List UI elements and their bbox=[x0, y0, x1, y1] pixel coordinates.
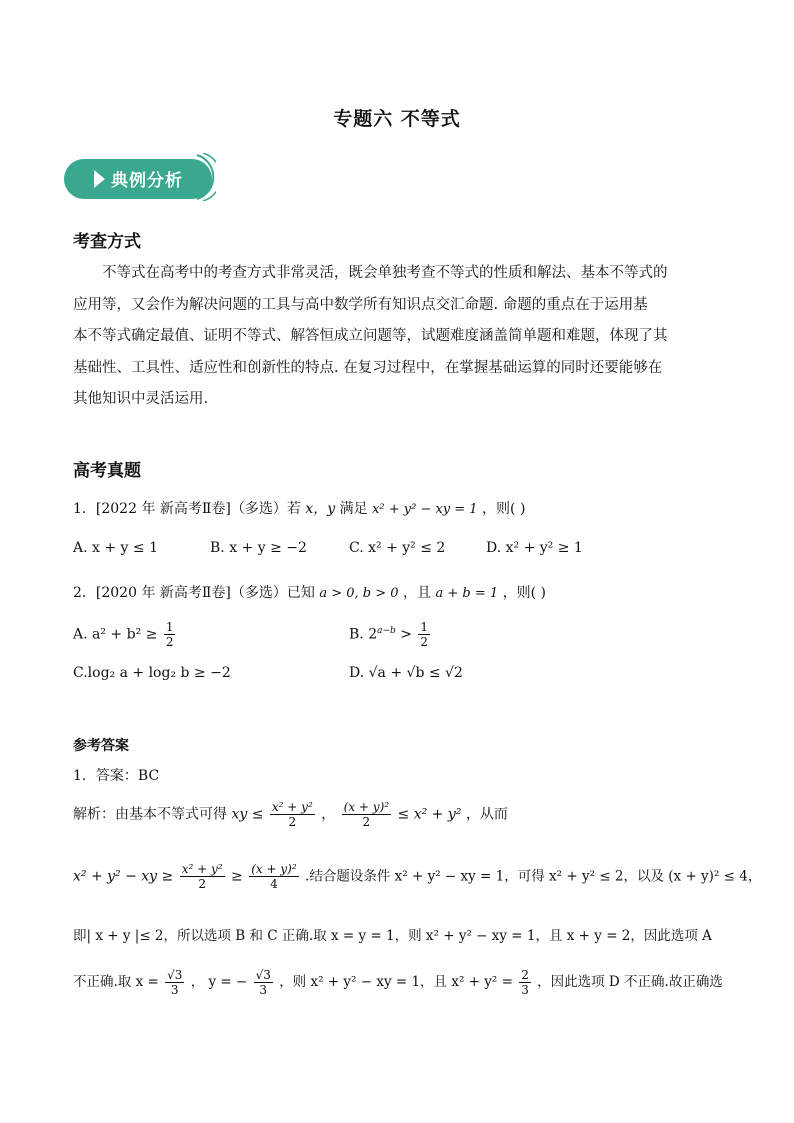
para-line-4: 基础性、工具性、适应性和创新性的特点. 在复习过程中，在掌握基础运算的同时还要能够在 bbox=[73, 359, 663, 376]
section-heading-exam-method: 考查方式 bbox=[73, 232, 141, 252]
question-2-stem: 2．[2020 年 新高考Ⅱ卷]（多选）已知 a > 0, b > 0 ，且 a + b = 1 ，则( ) bbox=[73, 585, 546, 601]
fraction: $\frac{\text{(x + y)²}}{2}$ bbox=[343, 800, 390, 829]
solution-line-4: 不正确.取 x = $\frac{√3}{3}$ ， y = − $\frac{√3}{3}$ ，则 x² + y² − xy = 1，且 x² + y² = $\frac{2}{3}$ ，因此选项 D 不正确.故正确选 bbox=[73, 968, 723, 997]
fraction: $\frac{√3}{3}$ bbox=[255, 968, 271, 997]
para-line-5: 其他知识中灵活运用. bbox=[73, 391, 209, 407]
answer-1: 1．答案：BC bbox=[73, 768, 160, 784]
banner-label: 典例分析 bbox=[111, 171, 183, 191]
fraction: $\frac{1}{2}$ bbox=[420, 620, 429, 649]
fraction: $\frac{1}{2}$ bbox=[165, 620, 174, 649]
q1-option-d: D. x² + y² ≥ 1 bbox=[486, 540, 583, 556]
exam-method-paragraph bbox=[73, 258, 723, 416]
solution-line-2: x² + y² − xy ≥ $\frac{\text{x² + y²}}{2}$ ≥ $\frac{\text{(x + y)²}}{4}$ .结合题设条件 x² + y² − xy = 1，可得 x² + y² ≤ 2，以及 (x + y)² ≤ 4， bbox=[73, 862, 762, 891]
q1-option-b: B. x + y ≥ −2 bbox=[210, 540, 307, 556]
q1-option-a: A. x + y ≤ 1 bbox=[73, 540, 158, 556]
fraction: $\frac{\text{x² + y²}}{2}$ bbox=[271, 800, 313, 829]
fraction: $\frac{\text{(x + y)²}}{4}$ bbox=[251, 862, 297, 891]
fraction: $\frac{√3}{3}$ bbox=[167, 968, 183, 997]
section-heading-real-exams: 高考真题 bbox=[73, 461, 141, 481]
q2-option-c: C.log₂ a + log₂ b ≥ −2 bbox=[73, 665, 231, 681]
solution-line-3: 即| x + y |≤ 2，所以选项 B 和 C 正确.取 x = y = 1，则 x² + y² − xy = 1，且 x + y = 2，因此选项 A bbox=[73, 928, 712, 944]
answers-heading: 参考答案 bbox=[73, 738, 129, 754]
para-line-1: 不等式在高考中的考查方式非常灵活，既会单独考查不等式的性质和解法、基本不等式的 bbox=[102, 265, 668, 281]
para-line-3: 本不等式确定最值、证明不等式、解答恒成立问题等，试题难度涵盖简单题和难题，体现了其 bbox=[73, 328, 668, 344]
q2-option-b: B. $2^{a-b}$ > $\frac{1}{2}$ bbox=[349, 620, 429, 649]
q2-option-d: D. √a + √b ≤ √2 bbox=[349, 665, 463, 681]
fraction: $\frac{2}{3}$ bbox=[521, 968, 529, 997]
fraction: $\frac{\text{x² + y²}}{2}$ bbox=[181, 862, 223, 891]
question-1-stem: 1．[2022 年 新高考Ⅱ卷]（多选）若 x，y 满足 x² + y² − xy = 1 ，则( ) bbox=[73, 501, 526, 517]
para-line-2: 应用等，又会作为解决问题的工具与高中数学所有知识点交汇命题. 命题的重点在于运用基 bbox=[73, 296, 648, 313]
q2-option-a: A. a² + b² ≥ $\frac{1}{2}$ bbox=[73, 620, 174, 649]
q1-option-c: C. x² + y² ≤ 2 bbox=[349, 540, 446, 556]
solution-line-1: 解析：由基本不等式可得 xy ≤ $\frac{\text{x² + y²}}{2}$ ， $\frac{\text{(x + y)²}}{2}$ ≤ x² + y² ，从而 bbox=[73, 800, 508, 829]
page-title: 专题六 不等式 bbox=[333, 108, 461, 130]
